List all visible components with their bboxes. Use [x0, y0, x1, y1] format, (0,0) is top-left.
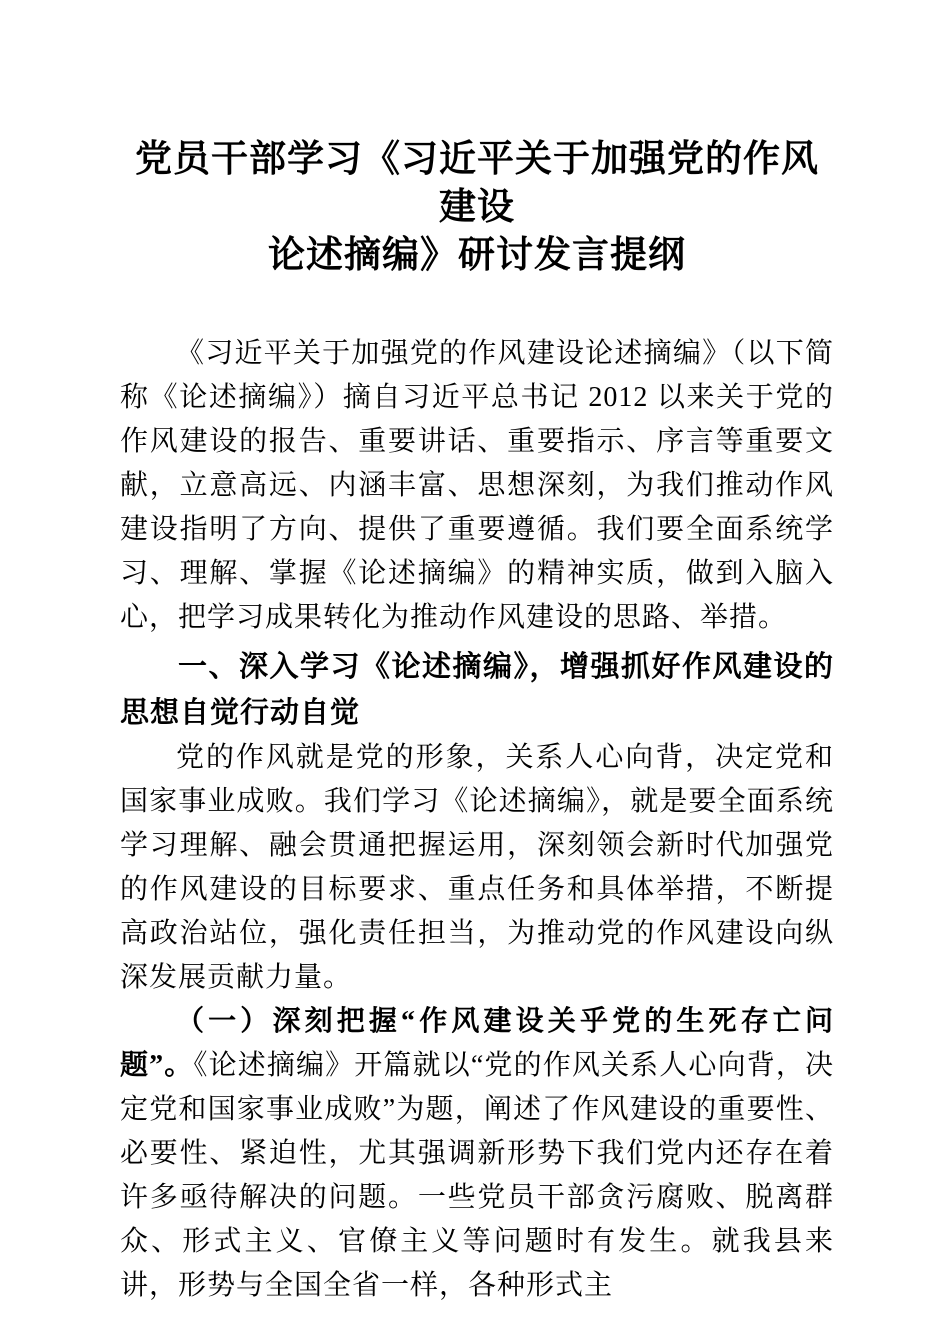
document-content: [120, 136, 834, 1308]
document-title: [120, 136, 834, 280]
subsection-1-lead: （一）深刻把握“作风建设关乎党的生死存亡问题”。: [120, 1006, 834, 1081]
paragraph-intro: 《习近平关于加强党的作风建设论述摘编》（以下简称《论述摘编》）摘自习近平总书记 2012 以来关于党的作风建设的报告、重要讲话、重要指示、序言等重要文献，立意高远、内涵丰富、思想深刻，为我们推动作风建设指明了方向、提供了重要遵循。我们要全面系统学习、理解、掌握《论述摘编》的精神实质，做到入脑入心，把学习成果转化为推动作风建设的思路、举措。: [120, 338, 834, 633]
subsection-1-text: 《论述摘编》开篇就以“党的作风关系人心向背，决定党和国家事业成败”为题，阐述了作风建设的重要性、必要性、紧迫性，尤其强调新形势下我们党内还存在着许多亟待解决的问题。一些党员干部贪污腐败、脱离群众、形式主义、官僚主义等问题时有发生。就我县来讲，形势与全国全省一样，各种形式主: [120, 1050, 834, 1301]
document-title-line-2: 论述摘编》研讨发言提纲: [268, 235, 686, 276]
section-heading-1: 一、深入学习《论述摘编》，增强抓好作风建设的思想自觉行动自觉: [120, 651, 834, 729]
paragraph-subsection-1: [120, 1000, 834, 1308]
document-title-line-1: 党员干部学习《习近平关于加强党的作风建设: [135, 139, 819, 228]
paragraph-section-1: 党的作风就是党的形象，关系人心向背，决定党和国家事业成败。我们学习《论述摘编》，就是要全面系统学习理解、融会贯通把握运用，深刻领会新时代加强党的作风建设的目标要求、重点任务和具体举措，不断提高政治站位，强化责任担当，为推动党的作风建设向纵深发展贡献力量。: [120, 742, 834, 993]
